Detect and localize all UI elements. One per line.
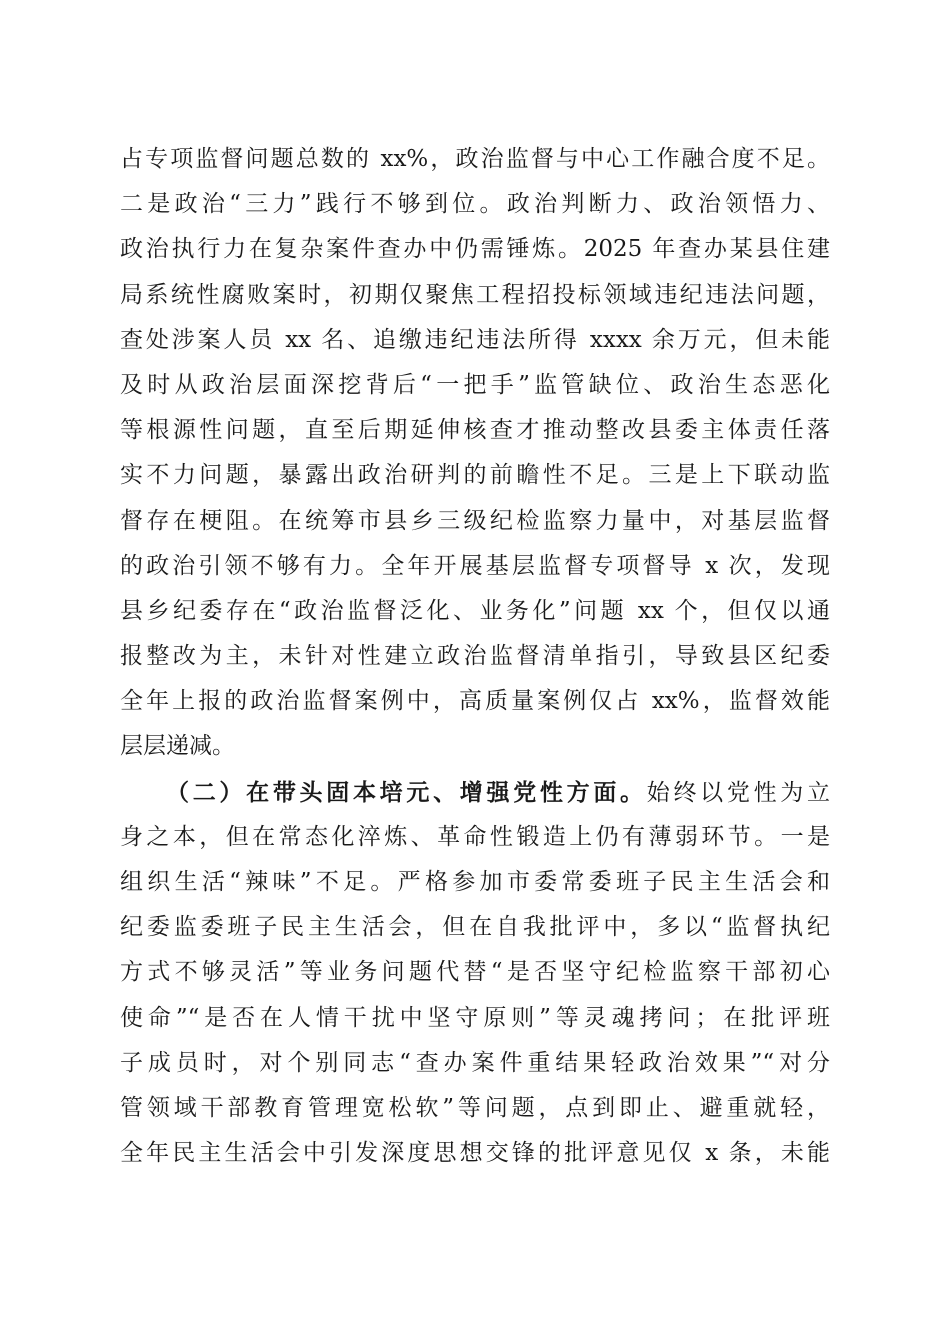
body-line: 使命”“是否在人情干扰中坚守原则”等灵魂拷问；在批评班 <box>120 1004 830 1031</box>
body-line: 身之本，但在常态化淬炼、革命性锻造上仍有薄弱环节。一是 <box>120 823 830 850</box>
body-line: 等根源性问题，直至后期延伸核查才推动整改县委主体责任落 <box>120 417 830 444</box>
body-line: 报整改为主，未针对性建立政治监督清单指引，导致县区纪委 <box>120 643 830 670</box>
body-line: 占专项监督问题总数的 xx%，政治监督与中心工作融合度不足。 <box>120 146 830 172</box>
body-line: 政治执行力在复杂案件查办中仍需锤炼。2025 年查办某县住建 <box>120 236 830 263</box>
body-line: 及时从政治层面深挖背后“一把手”监管缺位、政治生态恶化 <box>120 371 830 398</box>
section-2-heading: （二）在带头固本培元、增强党性方面。 <box>166 778 647 806</box>
section-2-first-line <box>120 770 830 815</box>
body-line: 管领域干部教育管理宽松软”等问题，点到即止、避重就轻， <box>120 1094 830 1121</box>
body-line: 县乡纪委存在“政治监督泛化、业务化”问题 xx 个，但仅以通 <box>120 597 830 624</box>
body-line: 子成员时，对个别同志“查办案件重结果轻政治效果”“对分 <box>120 1049 830 1076</box>
document-body <box>120 137 830 1176</box>
body-line: 方式不够灵活”等业务问题代替“是否坚守纪检监察干部初心 <box>120 959 830 986</box>
body-line: 层层递减。 <box>120 733 235 760</box>
section-2-heading-rest: 始终以党性为立 <box>646 779 831 806</box>
body-line: 全年民主生活会中引发深度思想交锋的批评意见仅 x 条，未能 <box>120 1140 830 1167</box>
body-line: 实不力问题，暴露出政治研判的前瞻性不足。三是上下联动监 <box>120 462 830 489</box>
body-line: 二是政治“三力”践行不够到位。政治判断力、政治领悟力、 <box>120 191 830 218</box>
body-line: 督存在梗阻。在统筹市县乡三级纪检监察力量中，对基层监督 <box>120 507 830 534</box>
body-line: 的政治引领不够有力。全年开展基层监督专项督导 x 次，发现 <box>120 552 830 579</box>
body-line: 局系统性腐败案时，初期仅聚焦工程招投标领域违纪违法问题， <box>120 281 830 308</box>
body-line: 组织生活“辣味”不足。严格参加市委常委班子民主生活会和 <box>120 869 830 895</box>
body-line: 全年上报的政治监督案例中，高质量案例仅占 xx%，监督效能 <box>120 688 830 715</box>
body-line: 纪委监委班子民主生活会，但在自我批评中，多以“监督执纪 <box>120 914 830 941</box>
body-line: 查处涉案人员 xx 名、追缴违纪违法所得 xxxx 余万元，但未能 <box>120 326 830 353</box>
